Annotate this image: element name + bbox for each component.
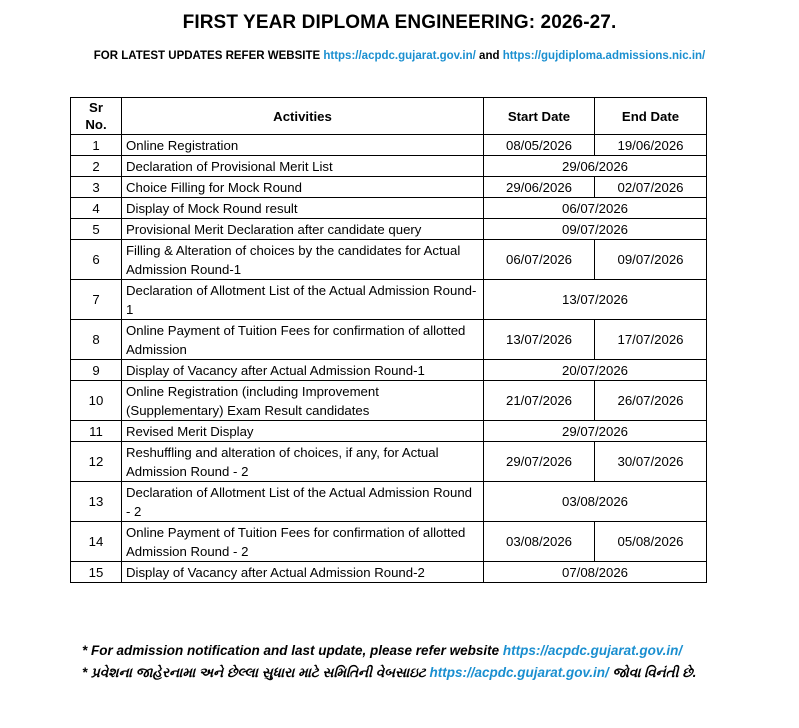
row-activity: Filling & Alteration of choices by the candidates for Actual Admission Round-1 [122, 240, 484, 280]
table-row [71, 240, 707, 280]
row-start-date: 03/08/2026 [484, 522, 595, 562]
note-english-text: * For admission notification and last update, please refer website [82, 643, 500, 658]
row-sr: 9 [71, 360, 122, 381]
row-activity: Online Payment of Tuition Fees for confirmation of allotted Admission Round - 2 [122, 522, 484, 562]
row-sr: 7 [71, 280, 122, 320]
row-end-date: 09/07/2026 [595, 240, 707, 280]
row-sr: 2 [71, 156, 122, 177]
row-activity: Choice Filling for Mock Round [122, 177, 484, 198]
row-date: 07/08/2026 [484, 562, 707, 583]
row-activity: Declaration of Provisional Merit List [122, 156, 484, 177]
row-end-date: 19/06/2026 [595, 135, 707, 156]
row-sr: 3 [71, 177, 122, 198]
updates-line [0, 50, 799, 62]
row-activity: Reshuffling and alteration of choices, if any, for Actual Admission Round - 2 [122, 442, 484, 482]
row-date: 09/07/2026 [484, 219, 707, 240]
row-end-date: 02/07/2026 [595, 177, 707, 198]
row-activity: Display of Vacancy after Actual Admission Round-2 [122, 562, 484, 583]
row-start-date: 21/07/2026 [484, 381, 595, 421]
table-row [71, 135, 707, 156]
header-activities: Activities [122, 98, 484, 135]
acpdc-link[interactable]: https://acpdc.gujarat.gov.in/ [323, 50, 476, 62]
row-activity: Display of Vacancy after Actual Admission Round-1 [122, 360, 484, 381]
table-row [71, 280, 707, 320]
table-row [71, 360, 707, 381]
row-sr: 1 [71, 135, 122, 156]
row-activity: Display of Mock Round result [122, 198, 484, 219]
table-row [71, 421, 707, 442]
table-row [71, 219, 707, 240]
row-activity: Online Payment of Tuition Fees for confirmation of allotted Admission [122, 320, 484, 360]
row-start-date: 08/05/2026 [484, 135, 595, 156]
row-activity: Declaration of Allotment List of the Actual Admission Round-1 [122, 280, 484, 320]
header-start-date: Start Date [484, 98, 595, 135]
row-date: 13/07/2026 [484, 280, 707, 320]
and-word: and [479, 50, 500, 62]
row-date: 03/08/2026 [484, 482, 707, 522]
row-activity: Online Registration [122, 135, 484, 156]
row-end-date: 26/07/2026 [595, 381, 707, 421]
note-gujarati-link[interactable]: https://acpdc.gujarat.gov.in/ [429, 665, 609, 680]
table-row [71, 320, 707, 360]
table-row [71, 198, 707, 219]
note-english-link[interactable]: https://acpdc.gujarat.gov.in/ [502, 643, 683, 658]
page-title: FIRST YEAR DIPLOMA ENGINEERING: 2026-27. [182, 12, 617, 33]
row-activity: Declaration of Allotment List of the Actual Admission Round - 2 [122, 482, 484, 522]
row-date: 29/06/2026 [484, 156, 707, 177]
row-end-date: 05/08/2026 [595, 522, 707, 562]
table-row [71, 522, 707, 562]
note-gujarati-tail: જોવા વિનંતી છે. [612, 665, 697, 680]
row-start-date: 06/07/2026 [484, 240, 595, 280]
row-sr: 14 [71, 522, 122, 562]
row-sr: 5 [71, 219, 122, 240]
note-gujarati-text: * પ્રવેશના જાહેરનામા અને છેલ્લા સુધારા માટે સમિતિની વેબસાઇટ [82, 665, 426, 680]
row-activity: Revised Merit Display [122, 421, 484, 442]
row-activity: Online Registration (including Improvement (Supplementary) Exam Result candidates [122, 381, 484, 421]
note-english [82, 640, 782, 662]
row-date: 20/07/2026 [484, 360, 707, 381]
row-sr: 12 [71, 442, 122, 482]
table-row [71, 482, 707, 522]
table-row [71, 442, 707, 482]
header-sr-no: Sr No. [71, 98, 122, 135]
table-row [71, 177, 707, 198]
row-start-date: 29/07/2026 [484, 442, 595, 482]
header-end-date: End Date [595, 98, 707, 135]
row-date: 29/07/2026 [484, 421, 707, 442]
row-sr: 11 [71, 421, 122, 442]
row-sr: 8 [71, 320, 122, 360]
table-row [71, 381, 707, 421]
row-sr: 6 [71, 240, 122, 280]
row-sr: 10 [71, 381, 122, 421]
row-start-date: 13/07/2026 [484, 320, 595, 360]
notes-section [82, 640, 782, 684]
note-gujarati [82, 662, 782, 684]
row-sr: 13 [71, 482, 122, 522]
row-end-date: 17/07/2026 [595, 320, 707, 360]
row-start-date: 29/06/2026 [484, 177, 595, 198]
row-date: 06/07/2026 [484, 198, 707, 219]
table-header-row [71, 98, 707, 135]
row-sr: 15 [71, 562, 122, 583]
table-row [71, 156, 707, 177]
gujdiploma-link[interactable]: https://gujdiploma.admissions.nic.in/ [502, 50, 706, 62]
schedule-table [70, 97, 707, 583]
row-activity: Provisional Merit Declaration after candidate query [122, 219, 484, 240]
updates-prefix: FOR LATEST UPDATES REFER WEBSITE [93, 50, 321, 62]
row-sr: 4 [71, 198, 122, 219]
row-end-date: 30/07/2026 [595, 442, 707, 482]
table-row [71, 562, 707, 583]
